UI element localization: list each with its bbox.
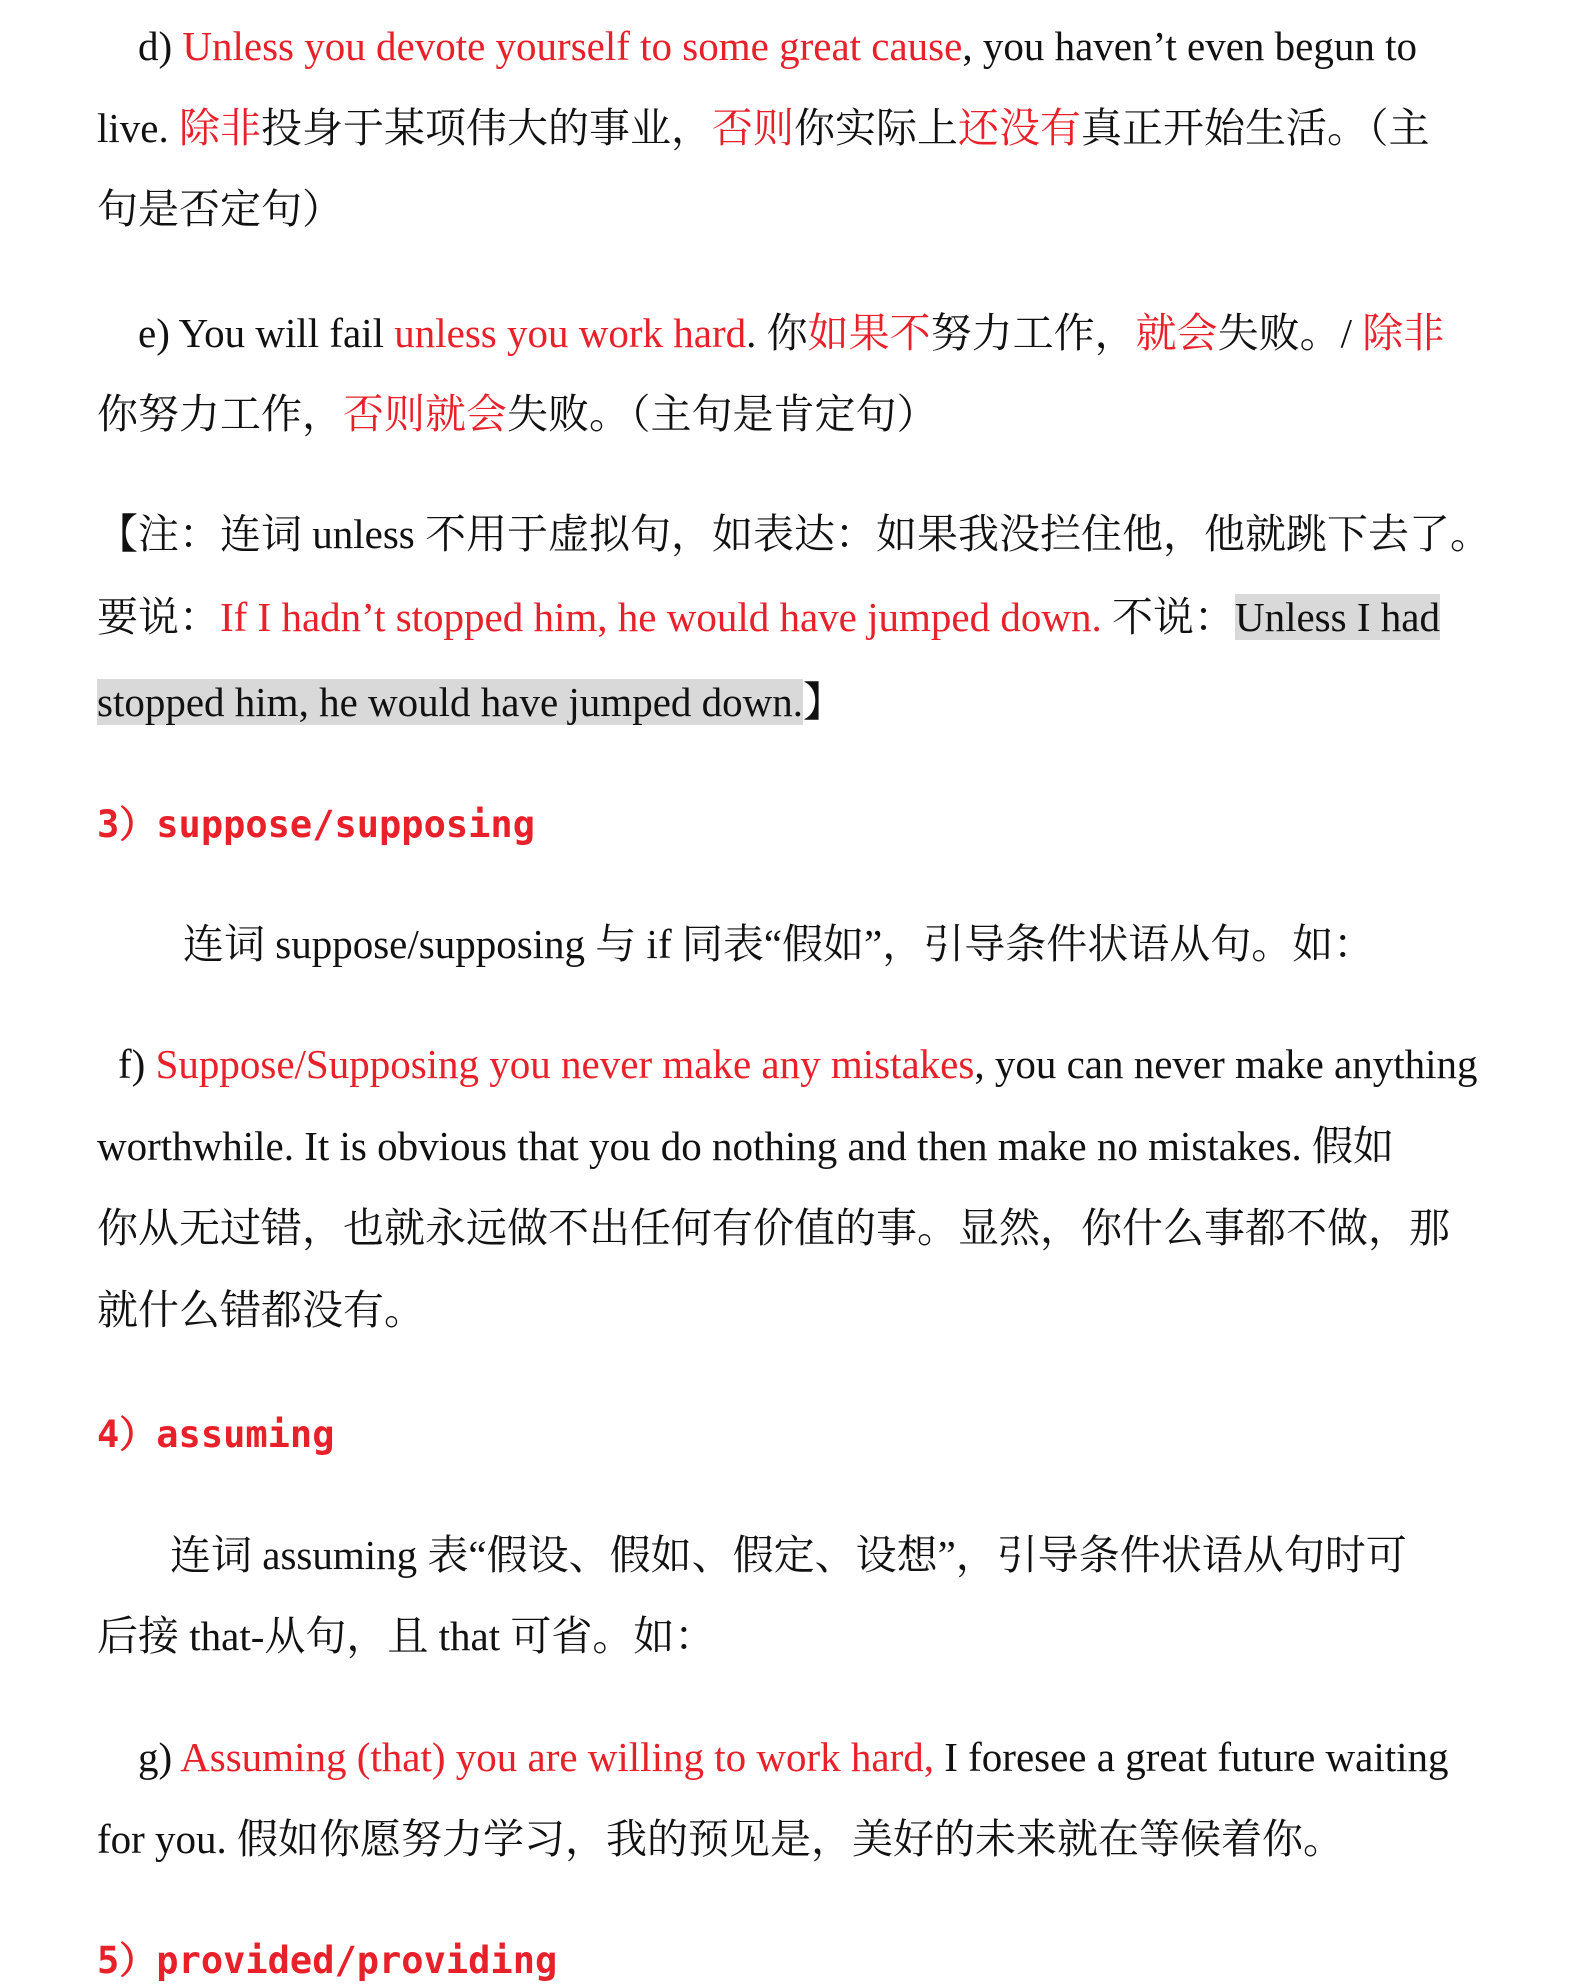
example-text: , you can never make anything: [974, 1041, 1478, 1087]
text-run-red: 除非: [1362, 310, 1445, 356]
assuming-intro-line-2: [97, 1610, 715, 1662]
text-run: 投身于某项伟大的事业，: [260, 105, 712, 151]
example-clause-red: Unless you devote yourself to some great cause: [182, 23, 963, 69]
note-line-2: [97, 591, 1440, 643]
para-d-line-3: [97, 183, 343, 235]
text-run: 失败。/: [1217, 310, 1363, 356]
text-run: . 你: [746, 310, 808, 356]
example-clause-red: Suppose/Supposing you never make any mistakes: [155, 1041, 975, 1087]
example-text: , you haven’t even begun to: [962, 23, 1418, 69]
section-heading-4: 4）assuming: [97, 1413, 335, 1456]
text-run: live.: [97, 105, 179, 151]
text-run-red: 否则就会: [343, 391, 507, 437]
text-run-red: If I hadn’t stopped him, he would have jumped down.: [220, 594, 1102, 640]
example-clause-red: Assuming (that) you are willing to work hard,: [180, 1734, 934, 1780]
text-run-red: 还没有: [957, 105, 1081, 151]
example-label: d): [138, 23, 183, 69]
text-run: 连词 suppose/supposing 与 if 同表“假如”，引导条件状语从句。如：: [183, 921, 1375, 967]
note-line-1: [97, 508, 1491, 560]
para-f-line-4: [97, 1284, 425, 1336]
para-f-line-2: [97, 1120, 1394, 1172]
text-run: worthwhile. It is obvious that you do nothing and then make no mistakes. 假如: [97, 1123, 1395, 1169]
para-d-line-2: [97, 102, 1429, 154]
para-g-line-2: [97, 1813, 1344, 1865]
text-run: 】: [803, 679, 845, 725]
text-run: 努力工作，: [930, 310, 1136, 356]
text-run: 【注：连词 unless 不用于虚拟句，如表达：如果我没拦住他，他就跳下去了。: [97, 511, 1491, 557]
section-heading-3: 3）suppose/supposing: [97, 803, 535, 846]
para-d-line-1: [138, 20, 1417, 72]
text-run: e) You will fail: [138, 310, 395, 356]
example-label: g): [138, 1734, 181, 1780]
text-run: 不说：: [1101, 594, 1235, 640]
example-label: f): [118, 1041, 156, 1087]
text-run: 要说：: [97, 594, 220, 640]
text-run: 真正开始生活。（主: [1080, 105, 1430, 151]
text-run: 失败。（主句是肯定句）: [507, 391, 938, 437]
text-run: 后接 that-从句，且 that 可省。如：: [97, 1613, 716, 1659]
text-run: 连词 assuming 表“假设、假如、假定、设想”，引导条件状语从句时可: [170, 1532, 1407, 1578]
text-run: 就什么错都没有。: [97, 1287, 425, 1333]
text-run: for you. 假如你愿努力学习，我的预见是，美好的未来就在等候着你。: [97, 1816, 1345, 1862]
highlighted-text: stopped him, he would have jumped down.: [97, 679, 804, 725]
example-text: I foresee a great future waiting: [933, 1734, 1449, 1780]
text-run-red: 就会: [1135, 310, 1218, 356]
para-e-line-1: [138, 307, 1444, 359]
suppose-intro: [183, 918, 1374, 970]
para-f-line-1: [118, 1038, 1478, 1090]
text-run-red: 除非: [178, 105, 261, 151]
note-line-3: [97, 676, 844, 728]
para-e-line-2: [97, 388, 938, 440]
text-run-red: unless you work hard: [394, 310, 747, 356]
text-run-red: 否则: [711, 105, 794, 151]
para-g-line-1: [138, 1731, 1449, 1783]
section-heading-5: 5）provided/providing: [97, 1939, 558, 1982]
text-run: 句是否定句）: [97, 186, 343, 232]
text-run-red: 如果不: [807, 310, 931, 356]
assuming-intro-line-1: [170, 1529, 1407, 1581]
text-run: 你实际上: [793, 105, 958, 151]
text-run: 你从无过错，也就永远做不出任何有价值的事。显然，你什么事都不做，那: [97, 1205, 1450, 1251]
text-run: 你努力工作，: [97, 391, 343, 437]
highlighted-text: Unless I had: [1234, 594, 1440, 640]
para-f-line-3: [97, 1202, 1450, 1254]
